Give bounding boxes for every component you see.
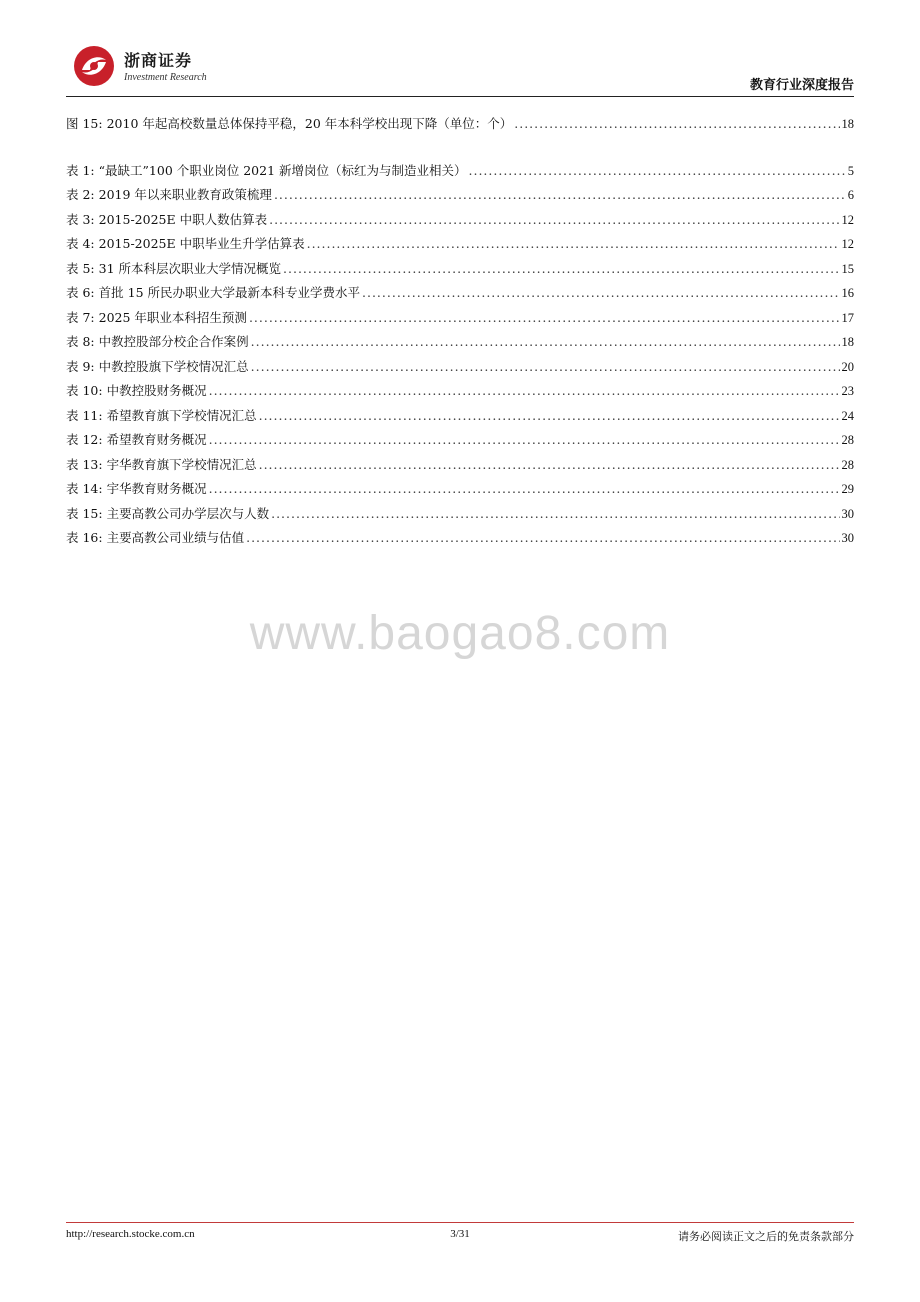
toc-entry-number: 表 8:	[66, 334, 95, 349]
toc-leader-dots	[259, 457, 840, 472]
toc-leader-dots	[283, 261, 839, 276]
table-of-contents	[66, 114, 854, 553]
toc-entry-page: 17	[841, 310, 854, 325]
toc-entry-number: 表 11:	[66, 407, 103, 423]
toc-leader-dots	[269, 212, 839, 227]
report-title: 教育行业深度报告	[749, 78, 854, 93]
toc-entry-title: 2015-2025E 中职人数估算表	[98, 211, 268, 227]
toc-entry-page: 5	[847, 163, 854, 178]
toc-entry-page: 30	[841, 531, 854, 545]
page-number: 3/31	[450, 1228, 470, 1240]
toc-entry[interactable]	[66, 479, 854, 504]
toc-entry-title: 希望教育财务概况	[106, 432, 207, 447]
toc-entry[interactable]	[66, 406, 854, 431]
page-header	[66, 40, 854, 98]
toc-entry-title: 2019 年以来职业教育政策梳理	[98, 187, 272, 202]
toc-entry-title: 首批 15 所民办职业大学最新本科专业学费水平	[98, 285, 360, 300]
toc-entry-title: 宇华教育财务概况	[106, 481, 207, 496]
toc-entry-page: 18	[841, 117, 854, 131]
toc-entry-title: “最缺工”100 个职业岗位 2021 新增岗位（标红为与制造业相关）	[98, 162, 467, 178]
toc-entry[interactable]	[66, 455, 854, 480]
toc-entry[interactable]	[66, 430, 854, 455]
header-divider	[66, 96, 854, 97]
toc-leader-dots	[514, 116, 839, 131]
toc-entry[interactable]	[66, 283, 854, 308]
toc-entry[interactable]	[66, 308, 854, 333]
logo-english-name: Investment Research	[124, 72, 207, 83]
toc-entry-title: 中教控股财务概况	[106, 383, 207, 398]
toc-entry[interactable]	[66, 528, 854, 553]
toc-entry[interactable]	[66, 357, 854, 382]
toc-entry-page: 24	[841, 408, 854, 423]
toc-leader-dots	[251, 359, 840, 374]
toc-entry-page: 29	[841, 482, 854, 496]
toc-entry[interactable]	[66, 504, 854, 529]
toc-leader-dots	[362, 285, 840, 300]
toc-entry[interactable]	[66, 185, 854, 210]
toc-leader-dots	[274, 187, 846, 202]
footer-url-link[interactable]: http://research.stocke.com.cn	[66, 1228, 195, 1240]
toc-entry-page: 23	[841, 384, 854, 398]
toc-entry-title: 希望教育旗下学校情况汇总	[106, 407, 257, 423]
toc-entry[interactable]	[66, 114, 854, 139]
toc-entry-title: 宇华教育旗下学校情况汇总	[106, 456, 257, 472]
toc-entry-number: 表 6:	[66, 285, 95, 300]
toc-entry-page: 12	[841, 212, 854, 227]
toc-leader-dots	[307, 236, 840, 251]
toc-leader-dots	[251, 334, 840, 349]
toc-entry-page: 20	[841, 359, 854, 374]
toc-entry-page: 16	[841, 286, 854, 300]
toc-leader-dots	[469, 163, 846, 178]
toc-entry[interactable]	[66, 210, 854, 235]
toc-entry-number: 表 4:	[66, 236, 95, 251]
toc-leader-dots	[249, 310, 840, 325]
toc-entry-page: 12	[841, 237, 854, 251]
toc-entry-number: 表 12:	[66, 432, 103, 447]
logo-mark-icon	[72, 44, 116, 88]
toc-entry-page: 28	[841, 433, 854, 447]
toc-entry-number: 表 2:	[66, 187, 95, 202]
toc-entry-number: 表 7:	[66, 309, 95, 325]
toc-entry[interactable]	[66, 381, 854, 406]
toc-entry-number: 表 16:	[66, 530, 103, 545]
toc-entry-title: 2025 年职业本科招生预测	[98, 309, 247, 325]
toc-entry-number: 表 3:	[66, 211, 95, 227]
toc-leader-dots	[209, 383, 840, 398]
toc-entry-title: 2015-2025E 中职毕业生升学估算表	[98, 236, 305, 251]
toc-entry-title: 主要高教公司办学层次与人数	[106, 505, 270, 521]
page-footer	[66, 1228, 854, 1246]
toc-entry-title: 中教控股部分校企合作案例	[98, 334, 249, 349]
toc-entry-number: 表 9:	[66, 358, 95, 374]
toc-leader-dots	[259, 408, 840, 423]
toc-entry[interactable]	[66, 234, 854, 259]
logo-chinese-name: 浙商证券	[124, 51, 193, 70]
toc-entry-title: 2010 年起高校数量总体保持平稳，20 年本科学校出现下降（单位：个）	[106, 116, 513, 131]
toc-entry-page: 15	[841, 261, 854, 276]
footer-divider	[66, 1222, 854, 1223]
toc-entry-number: 表 13:	[66, 456, 103, 472]
company-logo	[66, 44, 216, 94]
toc-entry-title: 中教控股旗下学校情况汇总	[98, 358, 249, 374]
toc-entry-title: 主要高教公司业绩与估值	[106, 530, 245, 545]
toc-entry-page: 6	[847, 188, 854, 202]
toc-entry-number: 表 14:	[66, 481, 103, 496]
toc-entry[interactable]	[66, 161, 854, 186]
toc-leader-dots	[246, 530, 839, 545]
toc-leader-dots	[209, 481, 840, 496]
toc-entry-number: 图 15:	[66, 116, 103, 131]
toc-entry-page: 30	[841, 506, 854, 521]
toc-entry-title: 31 所本科层次职业大学情况概览	[98, 260, 282, 276]
watermark: www.baogao8.com	[249, 607, 671, 660]
toc-entry-number: 表 10:	[66, 383, 103, 398]
toc-entry-number: 表 15:	[66, 505, 103, 521]
toc-entry-number: 表 5:	[66, 260, 95, 276]
toc-entry[interactable]	[66, 332, 854, 357]
toc-leader-dots	[271, 506, 839, 521]
toc-entry-page: 28	[841, 457, 854, 472]
toc-leader-dots	[209, 432, 840, 447]
disclaimer-note: 请务必阅读正文之后的免责条款部分	[678, 1230, 854, 1243]
toc-entry[interactable]	[66, 259, 854, 284]
toc-entry-page: 18	[841, 335, 854, 349]
toc-entry-number: 表 1:	[66, 162, 95, 178]
